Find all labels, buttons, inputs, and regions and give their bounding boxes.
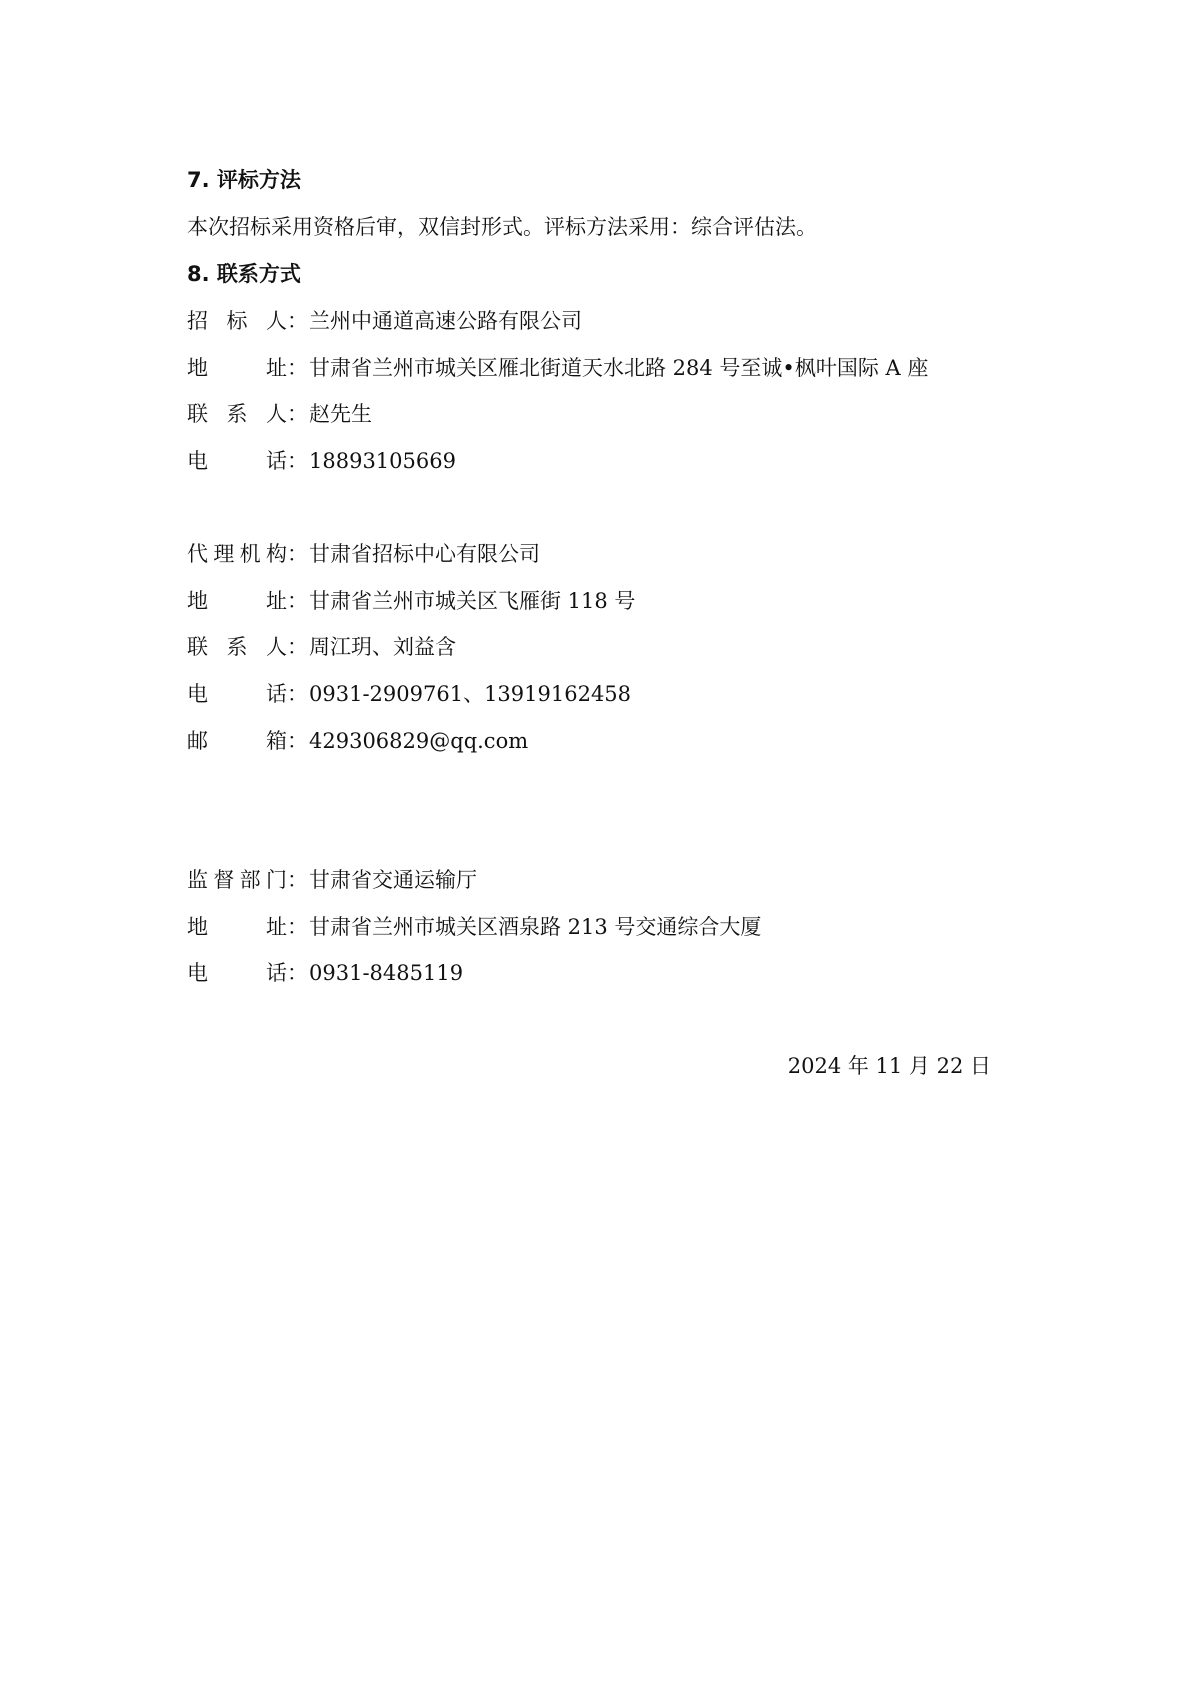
agency-address: 甘肃省兰州市城关区飞雁街 118 号: [309, 589, 636, 613]
tenderer-phone-row: [187, 447, 456, 475]
agency-contact-row: [187, 633, 456, 661]
colon: ：: [287, 961, 308, 985]
colon: ：: [287, 635, 308, 659]
field-label: 监督部门: [187, 868, 287, 892]
agency-contact: 周江玥、刘益含: [309, 635, 456, 659]
document-date: 2024 年 11 月 22 日: [787, 1054, 991, 1078]
field-label: 招 标 人: [187, 309, 287, 333]
colon: ：: [287, 729, 308, 753]
agency-name: 甘肃省招标中心有限公司: [309, 542, 540, 566]
agency-email-row: [187, 727, 528, 755]
agency-email: 429306829@qq.com: [309, 729, 529, 753]
field-label: 联 系 人: [187, 402, 287, 426]
colon: ：: [287, 915, 308, 939]
colon: ：: [287, 402, 308, 426]
tenderer-contact: 赵先生: [309, 402, 372, 426]
colon: ：: [287, 868, 308, 892]
agency-phone-row: [187, 680, 631, 708]
agency-phone: 0931-2909761、13919162458: [309, 682, 632, 706]
tenderer-address-row: [187, 354, 928, 382]
colon: ：: [287, 449, 308, 473]
tenderer-phone: 18893105669: [309, 449, 456, 473]
supervisor-phone: 0931-8485119: [309, 961, 464, 985]
tenderer-name-row: [187, 307, 582, 335]
field-label: 地 址: [187, 915, 287, 939]
colon: ：: [287, 542, 308, 566]
colon: ：: [287, 682, 308, 706]
section-8-heading: 8. 联系方式: [187, 262, 301, 286]
tenderer-name: 兰州中通道高速公路有限公司: [309, 309, 582, 333]
field-label: 地 址: [187, 589, 287, 613]
field-label: 电 话: [187, 682, 287, 706]
section-7-body: 本次招标采用资格后审，双信封形式。评标方法采用：综合评估法。: [187, 215, 817, 239]
supervisor-address-row: [187, 913, 761, 941]
agency-address-row: [187, 587, 635, 615]
colon: ：: [287, 589, 308, 613]
tenderer-address: 甘肃省兰州市城关区雁北街道天水北路 284 号至诚•枫叶国际 A 座: [309, 356, 929, 380]
colon: ：: [287, 356, 308, 380]
field-label: 电 话: [187, 961, 287, 985]
field-label: 邮 箱: [187, 729, 287, 753]
supervisor-address: 甘肃省兰州市城关区酒泉路 213 号交通综合大厦: [309, 915, 762, 939]
supervisor-name-row: [187, 866, 477, 894]
tenderer-contact-row: [187, 400, 372, 428]
supervisor-phone-row: [187, 959, 463, 987]
field-label: 电 话: [187, 449, 287, 473]
field-label: 代理机构: [187, 542, 287, 566]
colon: ：: [287, 309, 308, 333]
field-label: 联 系 人: [187, 635, 287, 659]
field-label: 地 址: [187, 356, 287, 380]
section-7-heading: 7. 评标方法: [187, 168, 301, 192]
supervisor-name: 甘肃省交通运输厅: [309, 868, 477, 892]
agency-name-row: [187, 540, 540, 568]
